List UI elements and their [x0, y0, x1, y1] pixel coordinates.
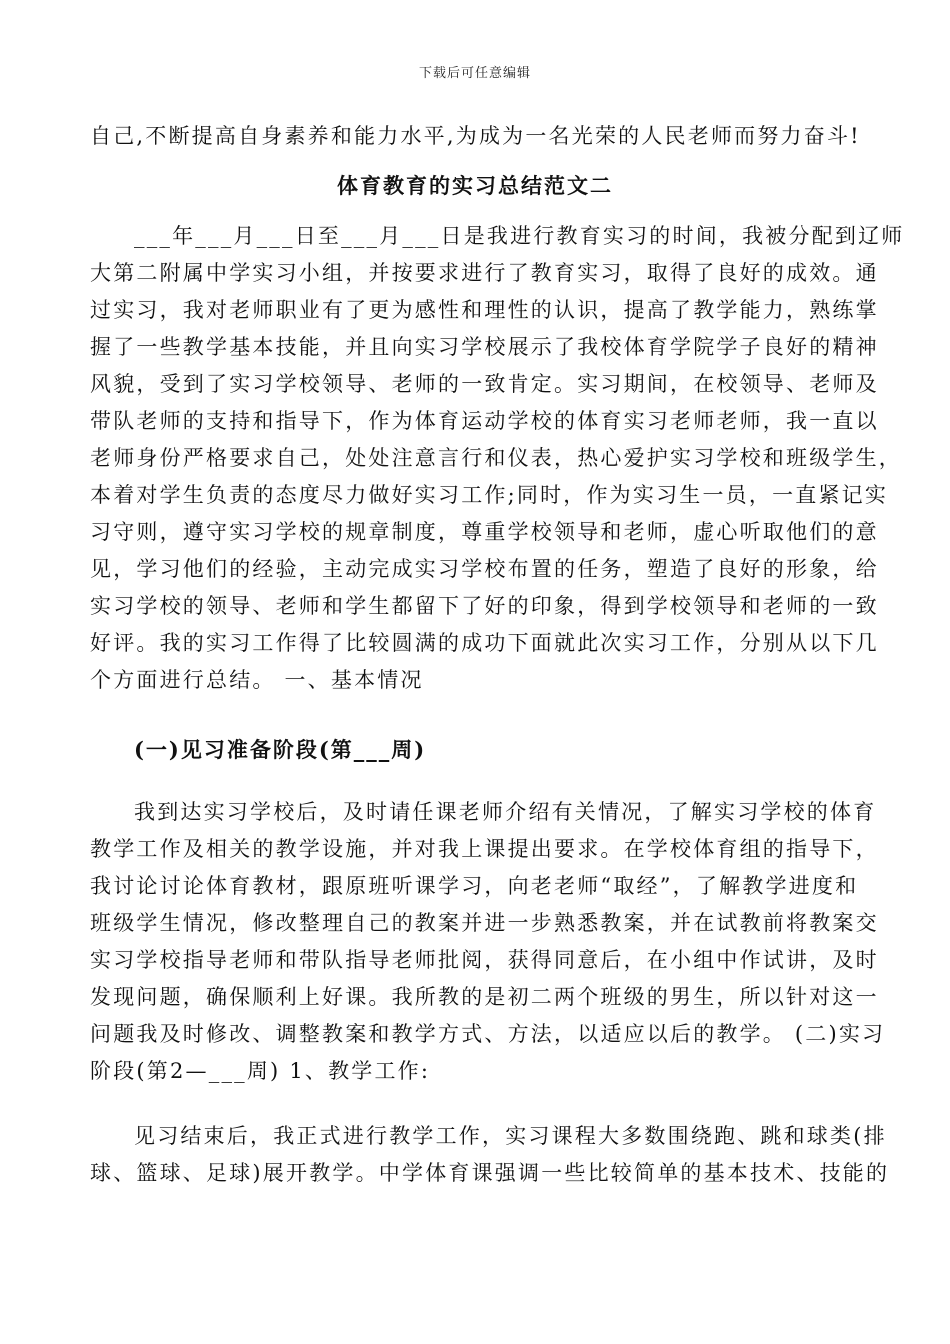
opening-line: 自己,不断提高自身素养和能力水平,为成为一名光荣的人民老师而努力奋斗!: [90, 124, 861, 148]
paragraph-line: 老师身份严格要求自己，处处注意言行和仪表，热心爱护实习学校和班级学生，: [90, 446, 902, 470]
paragraph-line: 阶段(第2—___周) 1、教学工作:: [90, 1059, 431, 1083]
page-header-note: 下载后可任意编辑: [418, 66, 531, 81]
paragraph-line: 班级学生情况，修改整理自己的教案并进一步熟悉教案，并在试教前将教案交: [90, 911, 879, 935]
paragraph-line: 个方面进行总结。 一、基本情况: [90, 668, 424, 692]
section-subheading: (一)见习准备阶段(第___周): [134, 737, 427, 762]
paragraph-line: 握了一些教学基本技能，并且向实习学校展示了我校体育学院学子良好的精神: [90, 335, 879, 359]
paragraph-line: 带队老师的支持和指导下，作为体育运动学校的体育实习老师老师，我一直以: [90, 409, 879, 433]
paragraph-line: 本着对学生负责的态度尽力做好实习工作;同时，作为实习生一员，一直紧记实: [90, 483, 889, 507]
paragraph-2: [90, 794, 886, 1090]
paragraph-line: 问题我及时修改、调整教案和教学方式、方法，以适应以后的教学。 (二)实习: [90, 1022, 886, 1046]
paragraph-line: 实习学校指导老师和带队指导老师批阅，获得同意后，在小组中作试讲，及时: [90, 948, 879, 972]
paragraph-line: 风貌，受到了实习学校领导、老师的一致肯定。实习期间，在校领导、老师及: [90, 372, 879, 396]
document-body: [90, 118, 905, 1192]
paragraph-line: ___年___月___日至___月___日是我进行教育实习的时间，我被分配到辽师: [134, 224, 905, 248]
paragraph-line: 发现问题，确保顺利上好课。我所教的是初二两个班级的男生，所以针对这一: [90, 985, 879, 1009]
paragraph-3: [90, 1118, 890, 1192]
paragraph-1: [90, 218, 905, 699]
paragraph-line: 球、篮球、足球)展开教学。中学体育课强调一些比较简单的基本技术、技能的: [90, 1161, 890, 1185]
paragraph-line: 大第二附属中学实习小组，并按要求进行了教育实习，取得了良好的成效。通: [90, 261, 879, 285]
paragraph-line: 见，学习他们的经验，主动完成实习学校布置的任务，塑造了良好的形象，给: [90, 557, 879, 581]
paragraph-line: 教学工作及相关的教学设施，并对我上课提出要求。在学校体育组的指导下，: [90, 837, 879, 861]
paragraph-line: 我到达实习学校后，及时请任课老师介绍有关情况，了解实习学校的体育: [134, 800, 877, 824]
paragraph-line: 过实习，我对老师职业有了更为感性和理性的认识，提高了教学能力，熟练掌: [90, 298, 879, 322]
paragraph-line: 实习学校的领导、老师和学生都留下了好的印象，得到学校领导和老师的一致: [90, 594, 879, 618]
document-title: 体育教育的实习总结范文二: [337, 173, 613, 198]
paragraph-line: 习守则，遵守实习学校的规章制度，尊重学校领导和老师，虚心听取他们的意: [90, 520, 879, 544]
paragraph-gap: [90, 1090, 860, 1118]
paragraph-line: 见习结束后，我正式进行教学工作，实习课程大多数围绕跑、跳和球类(排: [134, 1124, 887, 1148]
paragraph-line: 好评。我的实习工作得了比较圆满的成功下面就此次实习工作，分别从以下几: [90, 631, 879, 655]
paragraph-line: 我讨论讨论体育教材，跟原班听课学习，向老老师“取经”，了解教学进度和: [90, 874, 859, 898]
